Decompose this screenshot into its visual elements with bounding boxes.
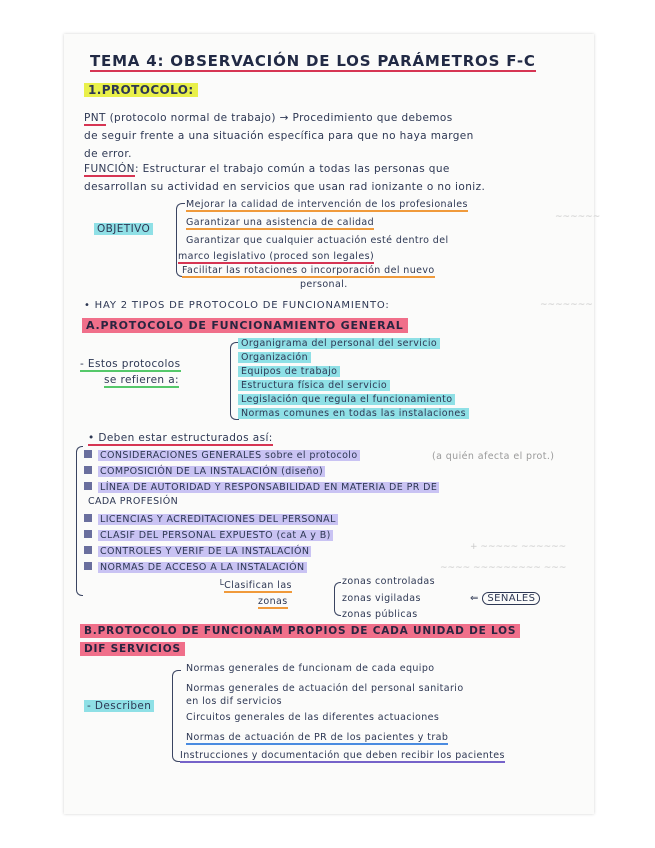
pnt-line-1: PNT (protocolo normal de trabajo) → Procedimiento que debemos xyxy=(84,112,453,124)
bleed-through-text: ~~~~ ~~~~~~~~~ ~~~ xyxy=(440,563,567,573)
objetivo-item: Mejorar la calidad de intervención de los profesionales xyxy=(186,199,468,210)
funcion-line-1: FUNCIÓN: Estructurar el trabajo común a todas las personas que xyxy=(84,163,450,175)
section-a-item: Legislación que regula el funcionamiento xyxy=(238,394,455,405)
section-b-item: Normas de actuación de PR de los pacientes y trab xyxy=(186,732,449,743)
structure-item: COMPOSICIÓN DE LA INSTALACIÓN (diseño) xyxy=(84,466,325,477)
section-1-heading: 1.PROTOCOLO: xyxy=(84,83,198,97)
section-b-item: Normas generales de funcionam de cada equipo xyxy=(186,663,435,674)
section-a-item: Estructura física del servicio xyxy=(238,380,390,391)
section-a-lead-2: se refieren a: xyxy=(104,374,179,386)
tipos-intro: • HAY 2 TIPOS DE PROTOCOLO DE FUNCIONAMIENTO: xyxy=(84,300,390,311)
senales-label: ⇐ SEÑALES xyxy=(470,593,540,604)
section-b-brace xyxy=(172,670,181,762)
section-a-item: Normas comunes en todas las instalaciones xyxy=(238,408,469,419)
estructurados-intro: • Deben estar estructurados así: xyxy=(88,432,273,444)
section-b-item: Instrucciones y documentación que deben recibir los pacientes xyxy=(180,750,505,761)
zona-item: zonas vigiladas xyxy=(342,593,421,604)
section-a-item: Organigrama del personal del servicio xyxy=(238,338,440,349)
section-b-heading-1: B.PROTOCOLO DE FUNCIONAM PROPIOS DE CADA UNIDAD DE LOS xyxy=(80,625,520,637)
bleed-through-text: ~~~~~~ xyxy=(555,212,601,222)
zona-item: zonas públicas xyxy=(342,609,418,620)
section-b-item: Circuitos generales de las diferentes actuaciones xyxy=(186,712,440,723)
structure-note: (a quién afecta el prot.) xyxy=(432,451,555,462)
section-b-item: Normas generales de actuación del personal sanitario xyxy=(186,683,464,694)
structure-item: LÍNEA DE AUTORIDAD Y RESPONSABILIDAD EN MATERIA DE PR DE xyxy=(84,482,439,493)
pnt-line-2: de seguir frente a una situación específica para que no haya margen xyxy=(84,130,474,142)
section-a-lead-1: - Estos protocolos xyxy=(80,358,181,370)
bleed-through-text: + ~~~~~ ~~~~~~ xyxy=(470,542,567,552)
list-brace xyxy=(76,446,83,596)
structure-item: NORMAS DE ACCESO A LA INSTALACIÓN xyxy=(84,562,307,573)
zonas-brace xyxy=(334,582,341,616)
objetivo-item: marco legislativo (proced son legales) xyxy=(178,251,375,262)
section-b-heading-2: DIF SERVICIOS xyxy=(80,643,185,655)
zona-item: zonas controladas xyxy=(342,576,435,587)
bleed-through-text: ~~~~~~~ xyxy=(540,300,593,310)
notebook-page xyxy=(64,34,601,814)
funcion-line-2: desarrollan su actividad en servicios que usan rad ionizante o no ioniz. xyxy=(84,181,486,193)
structure-item: LICENCIAS Y ACREDITACIONES DEL PERSONAL xyxy=(84,514,338,525)
pnt-line-3: de error. xyxy=(84,148,132,160)
section-b-lead: - Describen xyxy=(84,700,154,712)
objetivo-item: Garantizar que cualquier actuación esté dentro del xyxy=(186,235,449,246)
page-title: TEMA 4: OBSERVACIÓN DE LOS PARÁMETROS F-C xyxy=(90,52,536,70)
structure-item: CLASIF DEL PERSONAL EXPUESTO (cat A y B) xyxy=(84,530,333,541)
structure-item: CONTROLES Y VERIF DE LA INSTALACIÓN xyxy=(84,546,311,557)
objetivo-label: OBJETIVO xyxy=(94,223,153,235)
structure-item: CADA PROFESIÓN xyxy=(88,496,179,507)
pnt-term: PNT xyxy=(84,112,106,124)
section-a-item: Organización xyxy=(238,352,311,363)
objetivo-item: Garantizar una asistencia de calidad xyxy=(186,217,375,228)
clasifican-label-1: └Clasifican las xyxy=(218,580,292,591)
objetivo-item: personal. xyxy=(300,279,348,290)
clasifican-label-2: zonas xyxy=(258,596,288,607)
objetivo-item: Facilitar las rotaciones o incorporación del nuevo xyxy=(182,265,435,276)
funcion-term: FUNCIÓN xyxy=(84,163,135,175)
section-b-item: en los dif servicios xyxy=(186,696,282,707)
section-a-heading: A.PROTOCOLO DE FUNCIONAMIENTO GENERAL xyxy=(82,319,408,332)
section-a-item: Equipos de trabajo xyxy=(238,366,340,377)
structure-item: CONSIDERACIONES GENERALES sobre el protocolo xyxy=(84,450,360,461)
